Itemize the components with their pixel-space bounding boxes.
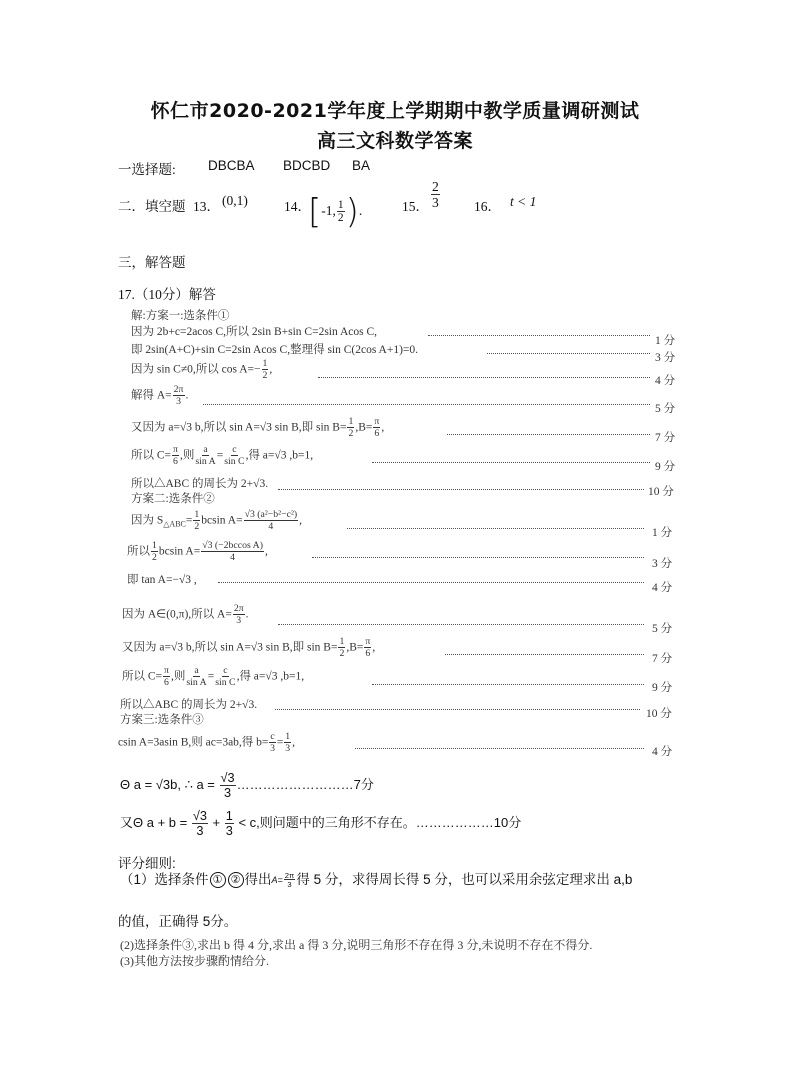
plan2-line6: 所以 C= $\frac{\pi}{6}$ ,则 $\frac{a}{\text{sin A}}$ = $\frac{c}{\text{sin C}}$ ,得 a=√3 ,b=1, (122, 665, 305, 688)
plan2-line5: 又因为 a=√3 b,所以 sin A=√3 sin B,即 sin B= $\frac{1}{2}$ ,B= $\frac{\pi}{6}$ , (122, 636, 376, 659)
score: 9 分 (652, 682, 673, 694)
score: 10 分 (648, 486, 674, 498)
plan1-title: 解:方案一:选条件① (131, 310, 230, 322)
plan2-line2: 所以 $\frac{1}{2}$ bcsin A= $\frac{\text{√3 (−2bccos A)}}{4}$ , (127, 540, 268, 563)
grading-rule3: (3)其他方法按步骤酌情给分. (120, 954, 269, 968)
q15-number: 15． (402, 199, 429, 214)
dotted-leader (447, 434, 650, 435)
score: 3 分 (655, 352, 676, 364)
score: 1 分 (652, 527, 673, 539)
plan3-line1: csin A=3asin B,则 ac=3ab,得 b= $\frac{c}{3}$ = $\frac{1}{3}$ , (118, 731, 296, 754)
dotted-leader (487, 353, 650, 354)
score: 7 分 (652, 653, 673, 665)
grading-rule1-cont: 的值，正确得 5分。 (118, 914, 238, 929)
plan3-line3: 又Θ a + b = $\frac{√3}{3}$ + $\frac{1}{3}$ < c,则问题中的三角形不存在。………………10分 (120, 808, 522, 838)
plan1-line5: 又因为 a=√3 b,所以 sin A=√3 sin B,即 sin B= $\frac{1}{2}$ ,B= $\frac{\pi}{6}$ , (131, 416, 385, 439)
plan3-title: 方案三:选条件③ (120, 714, 204, 726)
plan2-line4: 因为 A∈(0,π),所以 A= $\frac{2\pi}{3}$ . (122, 603, 249, 626)
grading-rule1: （1）选择条件 ① ② 得出A= $\frac{2\pi}{3}$ 得 5 分，求得周长得 5 分，也可以采用余弦定理求出 a,b (120, 870, 633, 890)
dotted-leader (218, 582, 644, 583)
plan1-line2: 即 2sin(A+C)+sin C=2sin Acos C,整理得 sin C(2cos A+1)=0. (131, 344, 419, 356)
dotted-leader (278, 624, 644, 625)
dotted-leader (203, 404, 650, 405)
dotted-leader (278, 489, 644, 490)
circled-1: ① (210, 872, 226, 888)
q14-number: 14． (284, 199, 311, 214)
section2-label: 二．填空题 (118, 199, 186, 214)
q13-answer: (0,1) (222, 193, 248, 208)
q16-number: 16． (474, 199, 501, 214)
score: 3 分 (652, 558, 673, 570)
dotted-leader (372, 462, 650, 463)
section1-answers-3: BA (352, 158, 371, 173)
section1-label: 一选择题: (118, 162, 176, 177)
score: 4 分 (652, 746, 673, 758)
dotted-leader (445, 654, 644, 655)
dotted-leader (355, 748, 644, 749)
score: 1 分 (655, 335, 676, 347)
document-subtitle: 高三文科数学答案 (316, 130, 473, 152)
section1-answers-1: DBCBA (208, 158, 255, 173)
section1-answers-2: BDCBD (283, 158, 331, 173)
plan1-line1: 因为 2b+c=2acos C,所以 2sin B+sin C=2sin Acos C, (131, 326, 378, 338)
dotted-leader (318, 377, 650, 378)
q15-answer: $\frac{2}{3}$ (432, 179, 439, 210)
grading-rule2: (2)选择条件③,求出 b 得 4 分,求出 a 得 3 分,说明三角形不存在得 3 分,未说明不存在不得分. (120, 938, 593, 952)
score: 4 分 (655, 375, 676, 387)
score: 4 分 (652, 582, 673, 594)
score: 9 分 (655, 461, 676, 473)
plan2-line3: 即 tan A=−√3 , (127, 574, 197, 586)
plan3-line2: Θ a = √3b, ∴ a = $\frac{√3}{3}$ ………………………7分 (120, 770, 374, 800)
q14-answer: [-1, $\frac{1}{2}$ ). (308, 192, 363, 232)
plan1-line3: 因为 sin C≠0,所以 cos A=− $\frac{1}{2}$ , (131, 358, 273, 381)
plan1-line4: 解得 A= $\frac{2\pi}{3}$ . (131, 384, 189, 407)
document-title: 怀仁市2020-2021学年度上学期期中教学质量调研测试 (150, 100, 640, 122)
plan2-title: 方案二:选条件② (131, 493, 215, 505)
plan1-line6: 所以 C= $\frac{\pi}{6}$ ,则 $\frac{a}{\text{sin A}}$ = $\frac{c}{\text{sin C}}$ ,得 a=√3 ,b=1, (131, 444, 314, 467)
q13-number: 13． (193, 199, 220, 214)
score: 5 分 (652, 623, 673, 635)
plan2-line7: 所以△ABC 的周长为 2+√3. (120, 699, 258, 711)
section3-label: 三，解答题 (118, 255, 186, 270)
grading-title: 评分细则: (118, 856, 176, 871)
plan2-line1: 因为 $S_{\triangle ABC}=$ $\frac{1}{2}$ bcsin A= $\frac{\text{√3 (a²−b²−c²)}}{4}$ , (131, 509, 303, 532)
dotted-leader (275, 709, 640, 710)
q16-answer: t < 1 (510, 194, 537, 209)
plan1-line7: 所以△ABC 的周长为 2+√3. (131, 478, 269, 490)
dotted-leader (428, 335, 650, 336)
dotted-leader (312, 557, 644, 558)
score: 7 分 (655, 432, 676, 444)
q17-header: 17.（10分）解答 (118, 287, 216, 302)
score: 5 分 (655, 403, 676, 415)
dotted-leader (372, 684, 644, 685)
circled-2: ② (228, 872, 244, 888)
dotted-leader (347, 528, 644, 529)
score: 10 分 (646, 708, 672, 720)
